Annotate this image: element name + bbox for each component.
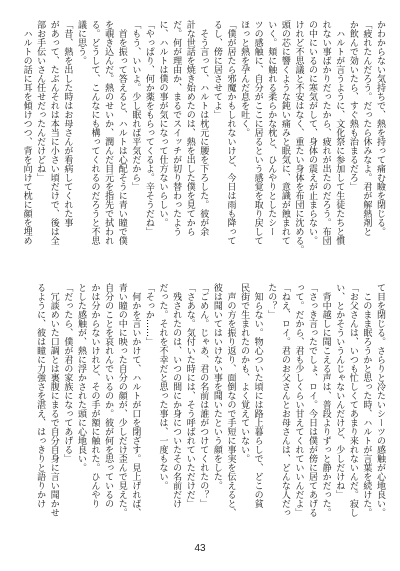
text-column: の中にいるのに寒気がして、身体の震えが止まらない。 — [307, 20, 318, 245]
text-column: 「お父さんは、いつも忙しくてあまり来れないんだ。寂し — [347, 283, 358, 517]
text-column: 「昔、熱を出した時はお母さんが看病してくれた事 — [62, 20, 73, 227]
text-column: 首を振って答えると、ハルトは心配そうに青い瞳で僕 — [116, 20, 127, 245]
text-column: て目を閉じる。さらりと冷たいシーツの感触が心地良い。 — [375, 283, 385, 517]
text-column: 「やっぱり、何か薬をもらってくるよ。辛そうだね」 — [143, 20, 154, 236]
text-column: 声の方を振り返り、面倒なので手短に事実を伝えると、 — [225, 283, 236, 517]
text-column: 「さあな。気付いた時には、そう呼ばれていただけだ」 — [184, 283, 195, 508]
text-column: 知らない。物心ついた頃には路上暮らしで、どこの貧 — [252, 283, 263, 508]
text-column: 民街で生まれたのかも、よく覚えていない。 — [239, 283, 250, 463]
text-column: とした感触が、熱に浮かされた頭に心地良い。 — [75, 283, 86, 472]
text-column: ハルトの話に耳を傾けつつ、背を向けて枕に顔を埋め — [21, 20, 32, 245]
text-column: 計な世話を焼き始めたのは、熱を出した僕を見てから — [184, 20, 195, 236]
text-column: い、とかそういうんじゃないんだけど、少しだけね」 — [334, 283, 345, 499]
text-column: る。どうして、こんなにも構ってくれるのだろうと不思 — [89, 20, 100, 245]
text-column: ツの感触に、自分がここに居るという感覚を取り戻して — [252, 20, 263, 245]
text-column: いく。頬に触れる柔らかな枕と、ひんやりとしたシー — [266, 20, 277, 236]
text-column: かわからない気持ちで、熱を持って痛む瞼を閉じる。 — [375, 20, 385, 236]
text-column: 彼は聞いてはいけない事を聞いたという顔をした。 — [211, 283, 222, 490]
text-column: を覗き込んだ。熱のせいか、潤んだ目元を指先で拭われ — [103, 20, 114, 245]
text-column: に、ハルトは僕の事が気になって仕方ないらしい。 — [157, 20, 168, 227]
text-column: 「そっか……」 — [143, 283, 154, 346]
text-column: 部お手伝いさん任せだったんだけどね」 — [35, 20, 46, 182]
text-column: 頭の芯に響くような鈍い痛みと眠気に、意識が蝕まれて — [279, 20, 290, 245]
text-column: るように、彼は瞳に力強さを湛え、はっきりと語りかけ — [35, 283, 46, 508]
text-column: そう言って、ハルトは枕元に腰を下ろした。彼が余 — [198, 20, 209, 236]
text-column: 自分のことを哀れんでいるのか。彼が何を思っているの — [103, 283, 114, 508]
text-column: 冗談めいた口調とは裏腹にまるで自分自身に言い聞かせ — [48, 283, 59, 517]
page-number: 43 — [194, 543, 206, 554]
text-column: があって、たぶんそれは本当に小さい頃だけで、後は全 — [48, 20, 59, 245]
lower-text-block — [18, 283, 386, 523]
text-column: 「ごめん。じゃあ、君の名前は誰がつけてくれたの？」 — [198, 283, 209, 508]
text-column: か飲んで効いたら、すぐ熱も治まるだろ」 — [347, 20, 358, 191]
text-column: だった。それを不幸だと思った事は、一度もない。 — [157, 283, 168, 490]
text-column: 「ねえ、ロイ。君のお父さんとお母さんは、どんな人だっ — [279, 283, 290, 517]
text-column: 「僕が居たら邪魔かもしれないけど、今日は雨も降って — [225, 20, 236, 245]
text-column: このまま眠ろうかと思った時、ハルトが言葉を続けた。 — [361, 283, 372, 517]
text-column: れない事ばかりだったから、疲れが出たのだろう。布団 — [320, 20, 331, 245]
text-column: だ。何が理由か、まるでスイッチが切り替わったよう — [171, 20, 182, 236]
text-column: 「だったら、僕が君の家族になってあげる」 — [62, 283, 73, 463]
upper-text-block — [18, 20, 386, 260]
text-column: 「もう、いいよ。少し眠れば平気だから」 — [130, 20, 141, 191]
text-column: 議に思う。 — [75, 20, 86, 65]
text-column: かは分からないけれど、その手が額に触れた。ひんやり — [89, 283, 100, 508]
text-column: 「疲れたんだろう。だったら休みなよ。君が解熱剤と — [361, 20, 372, 236]
text-column: 「さっき言ったでしょ、ロイ。今日は僕が傍に居てあげる — [307, 283, 318, 517]
text-column: 背中越しに聞こえる声は、普段よりずっと静かだった。 — [320, 283, 331, 517]
text-column: 青い瞳の中に映った自分の顔が、少しだけ歪んで見えた。 — [116, 283, 127, 517]
text-column: たの？」 — [266, 283, 277, 319]
text-column: 残されたのは、いつの間にか身についたその名前だけ — [171, 283, 182, 508]
text-column: るし、傍に居させてよ」 — [211, 20, 222, 119]
text-column: ハルトが言うように、文化祭に参加して生徒たちと慣 — [334, 20, 345, 245]
text-column: ほっと熱を孕んだ息を吐く。 — [239, 20, 250, 137]
text-column: 何かを言いかけて、ハルトが口を閉ざす。見上げれば、 — [130, 283, 141, 517]
text-column: って。だから、君も少しくらい甘えてくれていいんだよ」 — [293, 283, 304, 517]
text-column: けれど不思議と不安はなく、重たい身体を布団に沈める。 — [293, 20, 304, 254]
